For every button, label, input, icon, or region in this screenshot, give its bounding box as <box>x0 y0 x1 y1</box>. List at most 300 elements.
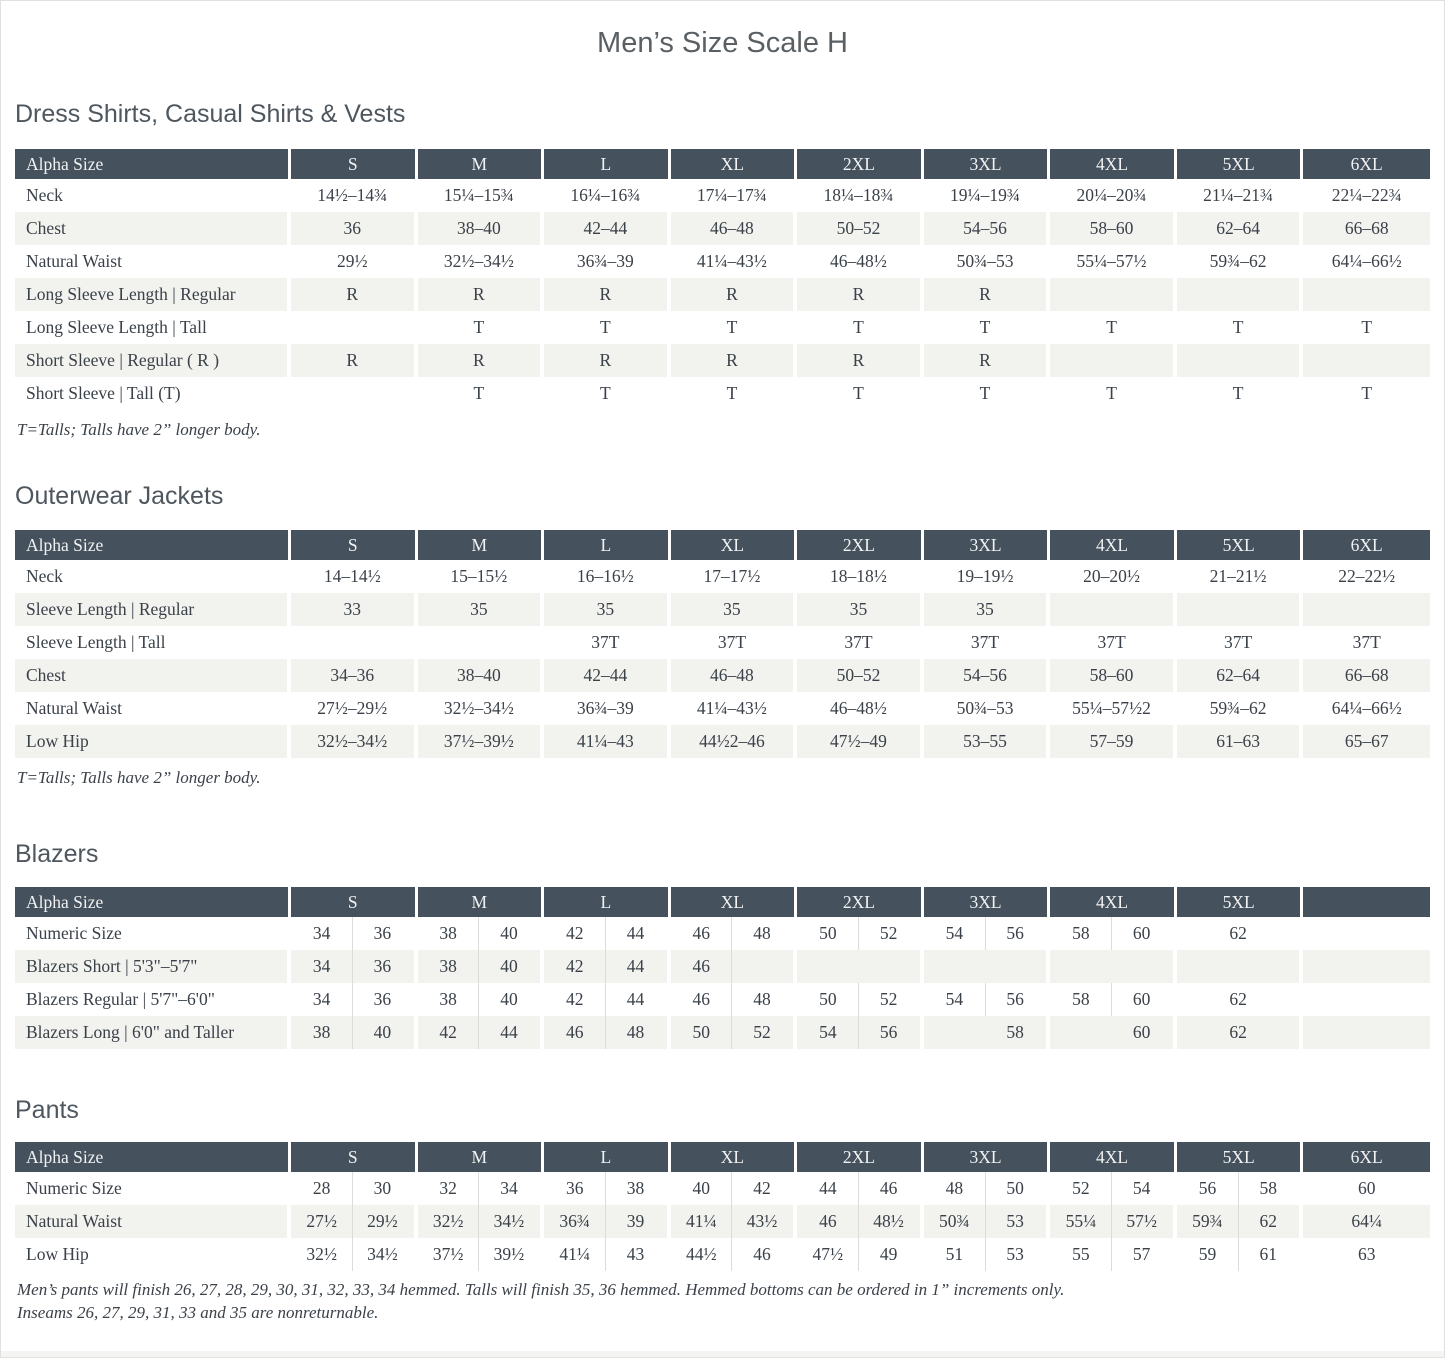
table-cell: 17¼–17¾ <box>671 179 798 212</box>
table-cell: 36¾–39 <box>544 692 671 725</box>
sub-cell: 36 <box>373 956 392 976</box>
column-header <box>1303 887 1430 917</box>
table-cell <box>797 1016 924 1049</box>
table-cell: 58–60 <box>1050 212 1177 245</box>
table-cell <box>797 983 924 1016</box>
column-header: S <box>291 149 418 179</box>
sub-cell: 61 <box>1259 1244 1277 1264</box>
table-cell: 47½–49 <box>797 725 924 758</box>
header-row <box>15 887 1430 917</box>
table-cell: 19–19½ <box>924 560 1051 593</box>
table-cell: 29½ <box>291 245 418 278</box>
column-header: L <box>544 530 671 560</box>
table-row <box>15 1172 1430 1205</box>
table-cell: 41¼–43 <box>544 725 671 758</box>
table-cell <box>291 1238 418 1271</box>
table-row <box>15 278 1430 311</box>
table-cell: 37T <box>544 626 671 659</box>
table-cell: 36 <box>291 212 418 245</box>
table-cell: T <box>671 377 798 410</box>
table-cell: 41¼–43½ <box>671 245 798 278</box>
table-cell <box>291 1172 418 1205</box>
sub-cell: 36 <box>545 1172 606 1205</box>
table-cell: 37T <box>1352 632 1381 652</box>
sub-cell: 52 <box>753 1022 771 1042</box>
sub-cell: 56 <box>1006 989 1024 1009</box>
header-row <box>15 149 1430 179</box>
table-cell <box>1177 593 1304 626</box>
column-header: 4XL <box>1050 1142 1177 1172</box>
table-cell: 18¼–18¾ <box>797 179 924 212</box>
sub-cell: 40 <box>500 923 518 943</box>
row-label: Natural Waist <box>15 1205 291 1238</box>
table-row <box>15 179 1430 212</box>
row-label: Long Sleeve Length | Regular <box>15 278 291 311</box>
pants-table-wrap <box>15 1142 1430 1271</box>
table-cell: 16¼–16¾ <box>544 179 671 212</box>
table-cell: 38–40 <box>418 212 545 245</box>
table-cell <box>924 983 1051 1016</box>
column-header: L <box>544 149 671 179</box>
sub-cell: 56 <box>879 1022 898 1042</box>
table-cell: 38–40 <box>418 659 545 692</box>
dress-shirts-casual-shirts-vests-table <box>15 149 1430 410</box>
section-heading: Dress Shirts, Casual Shirts & Vests <box>15 100 406 128</box>
table-row <box>15 983 1430 1016</box>
table-cell <box>1303 950 1430 983</box>
blazers-table-wrap <box>15 887 1430 1049</box>
table-cell: 14½–14¾ <box>291 179 418 212</box>
table-cell <box>418 1172 545 1205</box>
sub-cell: 36 <box>373 989 392 1009</box>
column-header: S <box>291 1142 418 1172</box>
table-cell <box>1177 344 1304 377</box>
table-cell: 36¾–39 <box>544 245 671 278</box>
table-cell: 44½2–46 <box>671 725 798 758</box>
sub-cell: 27½ <box>292 1205 353 1238</box>
sub-cell: 50 <box>798 983 859 1016</box>
table-cell <box>291 917 418 950</box>
sub-cell: 50 <box>671 1016 732 1049</box>
section-blazers <box>15 839 1430 1049</box>
column-header: 4XL <box>1050 530 1177 560</box>
sub-cell: 54 <box>924 917 985 950</box>
table-cell: 64¼–66½ <box>1331 251 1402 271</box>
table-cell <box>797 1205 924 1238</box>
table-cell: 62 <box>1177 917 1304 950</box>
sub-cell: 37½ <box>418 1238 479 1271</box>
section-outerwear-jackets <box>15 481 1430 789</box>
table-cell <box>671 983 798 1016</box>
row-label: Blazers Long | 6'0" and Taller <box>15 1016 291 1049</box>
table-cell: T <box>797 377 924 410</box>
table-cell: 27½–29½ <box>291 692 418 725</box>
table-cell <box>1050 950 1177 983</box>
table-cell <box>671 1172 798 1205</box>
table-cell: R <box>418 344 545 377</box>
table-cell: 20–20½ <box>1050 560 1177 593</box>
table-cell: 37T <box>1177 626 1304 659</box>
table-cell: 35 <box>797 593 924 626</box>
table-cell: R <box>797 278 924 311</box>
table-row <box>15 311 1430 344</box>
table-cell <box>291 626 418 659</box>
sub-cell: 60 <box>1132 923 1151 943</box>
sub-cell: 44 <box>500 1022 518 1042</box>
row-label: Numeric Size <box>15 1172 291 1205</box>
column-header: 3XL <box>924 1142 1051 1172</box>
row-label: Blazers Regular | 5'7"–6'0" <box>15 983 291 1016</box>
table-cell <box>1303 278 1430 311</box>
table-cell: R <box>671 344 798 377</box>
table-cell: T <box>924 377 1051 410</box>
table-cell: 62 <box>1177 983 1304 1016</box>
sub-cell: 44 <box>798 1172 859 1205</box>
table-cell <box>797 1172 924 1205</box>
table-cell <box>924 1238 1051 1271</box>
sub-cell: 46 <box>879 1178 898 1198</box>
table-cell <box>544 1016 671 1049</box>
table-cell <box>544 1172 671 1205</box>
table-cell <box>1050 344 1177 377</box>
table-cell <box>1050 1016 1177 1049</box>
table-cell: 63 <box>1357 1244 1376 1264</box>
table-cell: 16–16½ <box>544 560 671 593</box>
table-cell: T <box>1050 377 1177 410</box>
table-cell <box>418 1238 545 1271</box>
page-bottom-strip <box>1 1351 1444 1357</box>
table-cell <box>1050 593 1177 626</box>
sub-cell: 48 <box>753 989 771 1009</box>
table-cell <box>418 1205 545 1238</box>
sub-cell: 29½ <box>367 1211 398 1231</box>
sub-cell: 46 <box>671 983 732 1016</box>
table-cell: R <box>924 344 1051 377</box>
row-label: Numeric Size <box>15 917 291 950</box>
table-cell <box>418 917 545 950</box>
table-cell <box>291 1016 418 1049</box>
sub-cell: 58 <box>1051 983 1112 1016</box>
column-header-alpha-size: Alpha Size <box>15 1142 291 1172</box>
sub-cell: 38 <box>292 1016 353 1049</box>
column-header: 2XL <box>797 887 924 917</box>
sub-cell: 49 <box>879 1244 898 1264</box>
sub-cell: 38 <box>418 950 479 983</box>
sub-cell: 32 <box>418 1172 479 1205</box>
table-cell: 62 <box>1177 1016 1304 1049</box>
sub-cell: 62 <box>1259 1211 1277 1231</box>
table-cell: T <box>418 311 545 344</box>
sub-cell: 34½ <box>367 1244 398 1264</box>
sub-cell: 46 <box>545 1016 606 1049</box>
table-row <box>15 917 1430 950</box>
column-header: S <box>291 530 418 560</box>
sub-cell: 36¾ <box>545 1205 606 1238</box>
column-header: 2XL <box>797 149 924 179</box>
row-label: Sleeve Length | Tall <box>15 626 291 659</box>
table-cell <box>291 950 418 983</box>
table-cell: 37T <box>924 626 1051 659</box>
sub-cell: 50 <box>798 917 859 950</box>
table-row <box>15 344 1430 377</box>
table-cell: 64¼ <box>1303 1205 1430 1238</box>
table-cell: T <box>1177 311 1304 344</box>
table-cell <box>418 950 545 983</box>
table-cell: 42–44 <box>544 212 671 245</box>
table-cell: 33 <box>291 593 418 626</box>
sub-cell: 34 <box>292 917 353 950</box>
sub-cell: 46 <box>753 1244 771 1264</box>
table-cell: 46–48½ <box>797 245 924 278</box>
sub-cell: 57½ <box>1126 1211 1157 1231</box>
row-label: Blazers Short | 5'3"–5'7" <box>15 950 291 983</box>
table-cell: T <box>1361 317 1373 337</box>
table-cell <box>924 1205 1051 1238</box>
sub-cell: 40 <box>671 1172 732 1205</box>
sub-cell: 32½ <box>418 1205 479 1238</box>
table-row <box>15 560 1430 593</box>
pants-footnote-line-1: Men’s pants will finish 26, 27, 28, 29, 30, 31, 32, 33, 34 hemmed. Talls will finish 35, 36 hemmed. Hemmed bottoms can be ordered in 1” increments only. <box>17 1280 1065 1299</box>
sub-cell: 52 <box>1051 1172 1112 1205</box>
row-label: Chest <box>15 212 291 245</box>
table-cell <box>291 377 418 410</box>
sub-cell: 46 <box>798 1205 859 1238</box>
column-header: 2XL <box>797 1142 924 1172</box>
table-cell: 32½–34½ <box>291 725 418 758</box>
sub-cell: 53 <box>1006 1244 1024 1264</box>
table-cell <box>544 917 671 950</box>
table-cell: 35 <box>924 593 1051 626</box>
table-cell <box>671 917 798 950</box>
table-cell: R <box>797 344 924 377</box>
table-cell: 21–21½ <box>1177 560 1304 593</box>
table-cell <box>797 950 924 983</box>
sub-cell: 40 <box>500 989 518 1009</box>
table-cell <box>1177 1205 1304 1238</box>
table-cell: T <box>1361 383 1373 403</box>
sub-cell: 44 <box>626 956 645 976</box>
column-header: L <box>544 887 671 917</box>
column-header-alpha-size: Alpha Size <box>15 530 291 560</box>
column-header: S <box>291 887 418 917</box>
sub-cell: 34 <box>500 1178 518 1198</box>
table-cell: 21¼–21¾ <box>1177 179 1304 212</box>
sub-cell: 42 <box>545 983 606 1016</box>
table-row <box>15 593 1430 626</box>
row-label: Low Hip <box>15 1238 291 1271</box>
table-cell: 37T <box>1050 626 1177 659</box>
table-row <box>15 659 1430 692</box>
dress-shirts-table-wrap <box>15 149 1430 410</box>
talls-footnote: T=Talls; Talls have 2” longer body. <box>17 768 261 787</box>
table-cell: 64¼–66½ <box>1331 698 1402 718</box>
table-cell: 37½–39½ <box>418 725 545 758</box>
table-cell <box>671 1016 798 1049</box>
page-title: Men’s Size Scale H <box>597 27 848 59</box>
row-label: Natural Waist <box>15 692 291 725</box>
sub-cell: 44½ <box>671 1238 732 1271</box>
table-cell: 22–22½ <box>1338 566 1396 586</box>
table-row <box>15 377 1430 410</box>
column-header: 6XL <box>1303 149 1430 179</box>
sub-cell: 55 <box>1051 1238 1112 1271</box>
row-label: Chest <box>15 659 291 692</box>
sub-cell: 38 <box>418 983 479 1016</box>
column-header: 6XL <box>1303 530 1430 560</box>
table-cell: 37T <box>671 626 798 659</box>
sub-cell: 58 <box>1006 1022 1024 1042</box>
table-cell <box>671 1238 798 1271</box>
column-header: XL <box>671 887 798 917</box>
column-header: M <box>418 149 545 179</box>
table-cell: 55¼–57½2 <box>1050 692 1177 725</box>
table-cell: T <box>544 311 671 344</box>
table-cell: 46–48 <box>671 212 798 245</box>
table-cell <box>924 950 1051 983</box>
talls-footnote: T=Talls; Talls have 2” longer body. <box>17 420 261 439</box>
table-cell: T <box>418 377 545 410</box>
column-header: 3XL <box>924 530 1051 560</box>
column-header: 5XL <box>1177 149 1304 179</box>
column-header: XL <box>671 530 798 560</box>
table-cell <box>1303 917 1430 950</box>
table-cell: T <box>671 311 798 344</box>
sub-cell: 34½ <box>493 1211 525 1231</box>
pants-footnote <box>15 1278 1430 1324</box>
table-cell <box>1050 1172 1177 1205</box>
table-cell: 20¼–20¾ <box>1050 179 1177 212</box>
table-cell: 19¼–19¾ <box>924 179 1051 212</box>
table-cell: 46–48½ <box>797 692 924 725</box>
row-label: Neck <box>15 560 291 593</box>
table-cell <box>924 1016 1051 1049</box>
column-header: XL <box>671 149 798 179</box>
table-cell <box>1050 983 1177 1016</box>
column-header: L <box>544 1142 671 1172</box>
table-cell: 15–15½ <box>418 560 545 593</box>
table-cell: R <box>924 278 1051 311</box>
table-cell: 53–55 <box>924 725 1051 758</box>
column-header: 5XL <box>1177 1142 1304 1172</box>
table-cell: 34–36 <box>291 659 418 692</box>
sub-cell: 46 <box>671 950 732 983</box>
sub-cell: 50¾ <box>924 1205 985 1238</box>
table-cell: 50¾–53 <box>924 692 1051 725</box>
table-cell <box>797 1238 924 1271</box>
table-row <box>15 1016 1430 1049</box>
column-header: M <box>418 887 545 917</box>
table-cell: T <box>924 311 1051 344</box>
table-cell: R <box>418 278 545 311</box>
table-cell <box>544 950 671 983</box>
sub-cell: 54 <box>1132 1178 1151 1198</box>
sub-cell: 56 <box>1006 923 1024 943</box>
table-cell: T <box>1050 311 1177 344</box>
sub-cell: 38 <box>418 917 479 950</box>
table-row <box>15 1238 1430 1271</box>
sub-cell: 48 <box>753 923 771 943</box>
table-cell: 17–17½ <box>671 560 798 593</box>
table-cell: 59¾–62 <box>1177 245 1304 278</box>
sub-cell: 40 <box>373 1022 392 1042</box>
sub-cell: 43 <box>626 1244 645 1264</box>
sub-cell: 41¼ <box>545 1238 606 1271</box>
table-cell <box>1050 1238 1177 1271</box>
table-cell <box>291 1205 418 1238</box>
table-cell: R <box>544 344 671 377</box>
table-cell <box>671 1205 798 1238</box>
table-cell <box>418 1016 545 1049</box>
table-cell: 37T <box>797 626 924 659</box>
table-row <box>15 692 1430 725</box>
sub-cell: 30 <box>373 1178 392 1198</box>
sub-cell: 51 <box>924 1238 985 1271</box>
column-header: XL <box>671 1142 798 1172</box>
table-cell <box>671 950 798 983</box>
header-row <box>15 530 1430 560</box>
table-cell <box>544 983 671 1016</box>
page-container <box>1 27 1444 1324</box>
sub-cell: 54 <box>798 1016 859 1049</box>
sub-cell: 59¾ <box>1177 1205 1238 1238</box>
row-label: Short Sleeve | Tall (T) <box>15 377 291 410</box>
column-header: 3XL <box>924 149 1051 179</box>
column-header-alpha-size: Alpha Size <box>15 887 291 917</box>
table-cell: R <box>544 278 671 311</box>
table-cell: 32½–34½ <box>418 692 545 725</box>
table-row <box>15 725 1430 758</box>
sub-cell: 42 <box>418 1016 479 1049</box>
table-cell <box>924 1172 1051 1205</box>
section-heading: Pants <box>15 1096 79 1124</box>
sub-cell: 42 <box>753 1178 771 1198</box>
table-cell: 46–48 <box>671 659 798 692</box>
column-header: 5XL <box>1177 530 1304 560</box>
sub-cell: 47½ <box>798 1238 859 1271</box>
table-cell: 50¾–53 <box>924 245 1051 278</box>
sub-cell: 60 <box>1132 989 1151 1009</box>
table-row <box>15 1205 1430 1238</box>
sub-cell: 28 <box>292 1172 353 1205</box>
table-cell: R <box>291 278 418 311</box>
sub-cell: 39½ <box>493 1244 525 1264</box>
row-label: Long Sleeve Length | Tall <box>15 311 291 344</box>
table-cell: 22¼–22¾ <box>1331 185 1402 205</box>
outerwear-jackets-table-wrap <box>15 530 1430 758</box>
table-cell <box>1177 1238 1304 1271</box>
table-cell: 66–68 <box>1303 659 1430 692</box>
table-cell: 65–67 <box>1303 725 1430 758</box>
column-header: 5XL <box>1177 887 1304 917</box>
table-cell: 54–56 <box>924 659 1051 692</box>
table-cell: 14–14½ <box>291 560 418 593</box>
table-cell <box>418 983 545 1016</box>
header-row <box>15 1142 1430 1172</box>
table-cell <box>1050 1205 1177 1238</box>
sub-cell: 48½ <box>873 1211 904 1231</box>
blazers-table <box>15 887 1430 1049</box>
table-cell <box>544 1238 671 1271</box>
sub-cell: 60 <box>1132 1022 1151 1042</box>
table-cell: T <box>544 377 671 410</box>
table-cell: 15¼–15¾ <box>418 179 545 212</box>
sub-cell: 39 <box>626 1211 645 1231</box>
table-cell <box>291 311 418 344</box>
sub-cell: 59 <box>1177 1238 1238 1271</box>
table-cell: 61–63 <box>1177 725 1304 758</box>
pants-footnote-line-2: Inseams 26, 27, 29, 31, 33 and 35 are nonreturnable. <box>17 1303 379 1322</box>
table-cell: 54–56 <box>924 212 1051 245</box>
